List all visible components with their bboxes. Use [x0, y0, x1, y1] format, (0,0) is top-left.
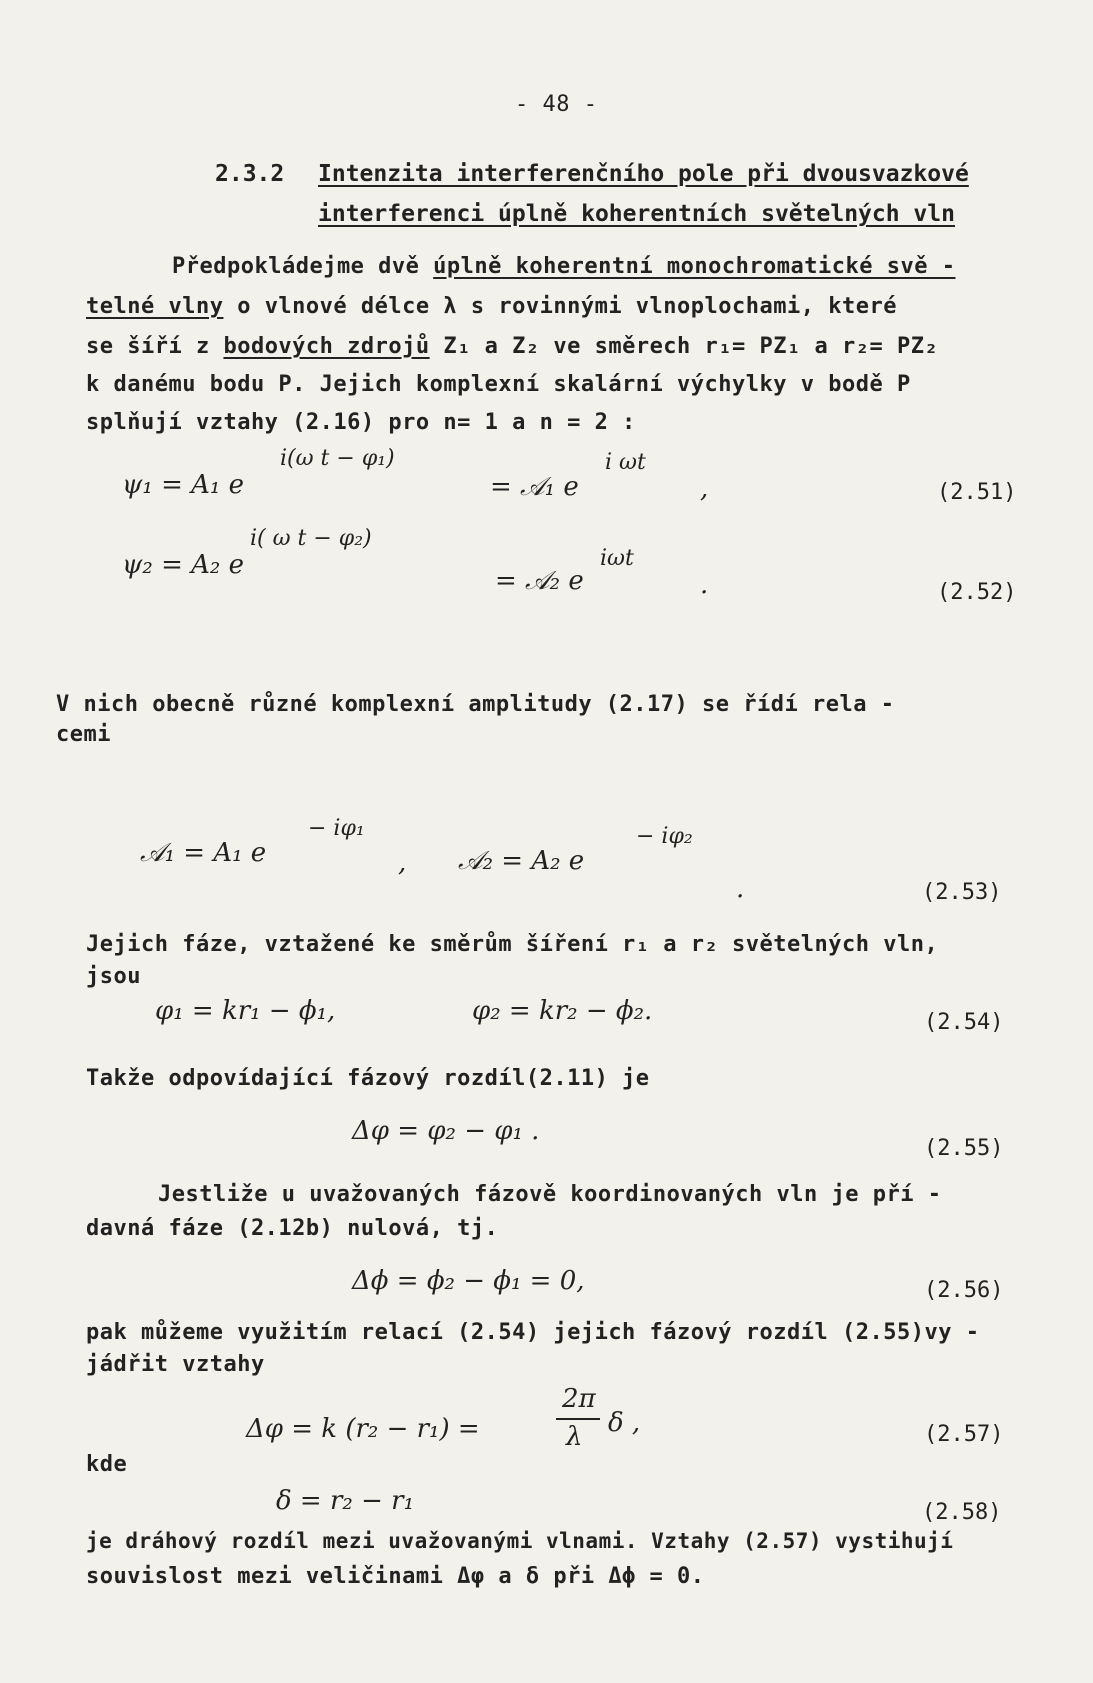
para1-line3-b: bodových zdrojů [223, 334, 430, 359]
eq258-expr: δ = r₂ − r₁ [276, 1486, 414, 1516]
para8-line2: souvislost mezi veličinami Δφ a δ při Δϕ = 0. [86, 1564, 705, 1589]
eq257-fraction-bar [556, 1418, 600, 1420]
para1-line3 [86, 332, 938, 362]
eq253-number: (2.53) [922, 880, 1002, 905]
eq253-sep: , [398, 848, 407, 878]
para3-line1: Jejich fáze, vztažené ke směrům šíření r₁ a r₂ světelných vln, [86, 932, 939, 957]
eq251-tail: , [700, 474, 709, 504]
section-title-line2: interferenci úplně koherentních světelných vln [318, 201, 955, 227]
eq253-exp2: − iφ₂ [636, 824, 693, 849]
eq252-exp2: iωt [600, 546, 634, 571]
eq251-number: (2.51) [937, 480, 1017, 505]
eq256-number: (2.56) [924, 1278, 1004, 1303]
para3-line2: jsou [86, 964, 141, 989]
eq253-a: 𝒜₁ = A₁ e [140, 838, 267, 868]
eq253-tail: . [736, 874, 745, 904]
para1-line3-c: Z₁ a Z₂ ve směrech r₁= PZ₁ a r₂= PZ₂ [429, 334, 939, 359]
para1-line3-a: se šíří z [86, 334, 224, 359]
para8-line1: je dráhový rozdíl mezi uvažovanými vlnami. Vztahy (2.57) vystihují [86, 1529, 954, 1553]
eq251-exp1: i(ω t − φ₁) [280, 446, 395, 471]
para6-line2: jádřit vztahy [86, 1352, 265, 1377]
eq251-mid: = 𝒜₁ e [490, 472, 579, 502]
para1-line1-a: Předpokládejme dvě [172, 254, 434, 279]
eq253-b: 𝒜₂ = A₂ e [458, 846, 585, 876]
para2-line1: V nich obecně různé komplexní amplitudy (2.17) se řídí rela - [56, 692, 895, 717]
para7-line1: kde [86, 1452, 128, 1477]
para6-line1: pak můžeme využitím relací (2.54) jejich fázový rozdíl (2.55)vy - [86, 1320, 980, 1345]
eq253-exp1: − iφ₁ [308, 816, 365, 841]
eq252-tail: . [700, 570, 709, 600]
eq252-mid: = 𝒜₂ e [495, 566, 584, 596]
eq254-a: φ₁ = kr₁ − ϕ₁, [155, 996, 336, 1026]
para2-line2: cemi [56, 722, 111, 747]
para1-line2-a: telné vlny [86, 294, 224, 319]
eq251-exp2: i ωt [605, 450, 646, 475]
para1-line1-b: úplně koherentní monochromatické svě - [433, 254, 956, 279]
eq257-number: (2.57) [924, 1422, 1004, 1447]
eq257-rhs: δ , [608, 1408, 641, 1438]
eq257-numerator: 2π [562, 1384, 596, 1414]
eq251-lhs: ψ₁ = A₁ e [122, 470, 244, 500]
para5-line2: davná fáze (2.12b) nulová, tj. [86, 1216, 499, 1241]
eq258-number: (2.58) [922, 1500, 1002, 1525]
eq252-exp1: i( ω t − φ₂) [250, 526, 372, 551]
eq254-number: (2.54) [924, 1010, 1004, 1035]
page-number: - 48 - [515, 92, 598, 117]
eq257-lhs: Δφ = k (r₂ − r₁) = [246, 1414, 480, 1444]
eq256-expr: Δϕ = ϕ₂ − ϕ₁ = 0, [352, 1266, 585, 1296]
section-number: 2.3.2 [215, 161, 285, 187]
para1-line2-b: o vlnové délce λ s rovinnými vlnoplochami, které [223, 294, 897, 319]
para1-line2 [86, 292, 897, 322]
eq254-b: φ₂ = kr₂ − ϕ₂. [472, 996, 653, 1026]
eq255-number: (2.55) [924, 1136, 1004, 1161]
section-title-line1: Intenzita interferenčního pole při dvousvazkové [318, 161, 969, 187]
eq252-lhs: ψ₂ = A₂ e [122, 550, 244, 580]
para1-line5: splňují vztahy (2.16) pro n= 1 a n = 2 : [86, 410, 636, 435]
para1-line1 [172, 252, 956, 282]
para4-line1: Takže odpovídající fázový rozdíl(2.11) je [86, 1066, 650, 1091]
eq255-expr: Δφ = φ₂ − φ₁ . [352, 1116, 540, 1146]
eq257-denominator: λ [566, 1422, 583, 1452]
eq252-number: (2.52) [937, 580, 1017, 605]
para5-line1: Jestliže u uvažovaných fázově koordinovaných vln je pří - [158, 1182, 942, 1207]
para1-line4: k danému bodu P. Jejich komplexní skalární výchylky v bodě P [86, 372, 911, 397]
